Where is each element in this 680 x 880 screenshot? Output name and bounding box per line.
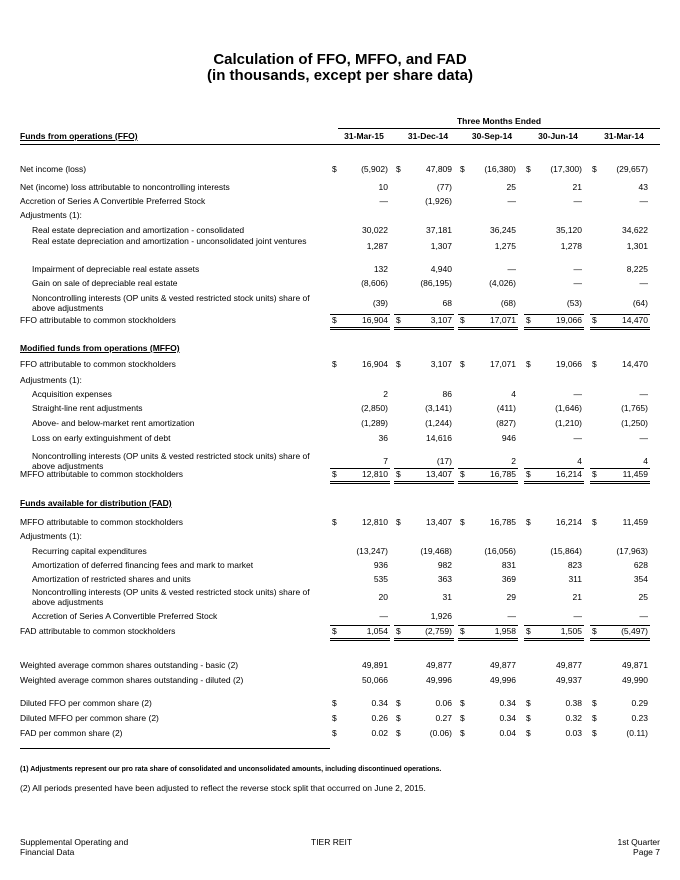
table-cell: 12,810 bbox=[362, 469, 388, 479]
row-label: FAD per common share (2) bbox=[20, 728, 123, 738]
table-cell: 363 bbox=[437, 574, 452, 584]
table-cell: 0.26 bbox=[371, 713, 388, 723]
table-cell: — bbox=[573, 264, 582, 274]
table-cell: 936 bbox=[373, 560, 388, 570]
table-cell: 0.32 bbox=[565, 713, 582, 723]
table-cell: 1,301 bbox=[626, 241, 648, 251]
table-cell: 0.34 bbox=[499, 698, 516, 708]
column-header: 30-Jun-14 bbox=[538, 131, 578, 141]
table-cell: 49,996 bbox=[490, 675, 516, 685]
currency-symbol: $ bbox=[396, 713, 401, 723]
table-cell: 0.29 bbox=[631, 698, 648, 708]
table-cell: 36,245 bbox=[490, 225, 516, 235]
table-cell: 0.34 bbox=[371, 698, 388, 708]
currency-symbol: $ bbox=[460, 469, 465, 479]
table-cell: 10 bbox=[378, 182, 388, 192]
table-cell: (68) bbox=[500, 298, 516, 308]
table-cell: 1,287 bbox=[366, 241, 388, 251]
table-cell: 37,181 bbox=[426, 225, 452, 235]
table-cell: 1,307 bbox=[430, 241, 452, 251]
footnote-2: (2) All periods presented have been adjusted to reflect the reverse stock split that occurred on June 2, 2015. bbox=[20, 783, 426, 793]
table-cell: 0.06 bbox=[435, 698, 452, 708]
table-cell: 49,877 bbox=[426, 660, 452, 670]
table-cell: 50,066 bbox=[362, 675, 388, 685]
table-cell: 17,071 bbox=[490, 359, 516, 369]
currency-symbol: $ bbox=[396, 315, 401, 325]
table-cell: 47,809 bbox=[426, 164, 452, 174]
header-rule bbox=[20, 144, 660, 145]
table-cell: 36 bbox=[378, 433, 388, 443]
currency-symbol: $ bbox=[592, 728, 597, 738]
currency-symbol: $ bbox=[526, 713, 531, 723]
row-label: Diluted FFO per common share (2) bbox=[20, 698, 152, 708]
column-header: 31-Mar-14 bbox=[604, 131, 644, 141]
row-label: MFFO attributable to common stockholders bbox=[20, 517, 183, 527]
table-cell: 982 bbox=[437, 560, 452, 570]
table-cell: 4 bbox=[577, 456, 582, 466]
currency-symbol: $ bbox=[396, 164, 401, 174]
currency-symbol: $ bbox=[592, 164, 597, 174]
table-cell: (827) bbox=[496, 418, 516, 428]
table-cell: 354 bbox=[633, 574, 648, 584]
currency-symbol: $ bbox=[332, 359, 337, 369]
table-cell: (5,902) bbox=[361, 164, 388, 174]
table-cell: 535 bbox=[373, 574, 388, 584]
currency-symbol: $ bbox=[332, 315, 337, 325]
table-cell: 49,990 bbox=[622, 675, 648, 685]
table-cell: — bbox=[379, 611, 388, 621]
row-label: Straight-line rent adjustments bbox=[32, 403, 143, 413]
currency-symbol: $ bbox=[526, 517, 531, 527]
currency-symbol: $ bbox=[460, 517, 465, 527]
table-cell: 11,459 bbox=[622, 469, 648, 479]
table-cell: 49,871 bbox=[622, 660, 648, 670]
currency-symbol: $ bbox=[592, 469, 597, 479]
footer-right bbox=[617, 837, 660, 857]
table-cell: 1,275 bbox=[494, 241, 516, 251]
table-cell: 1,926 bbox=[430, 611, 452, 621]
table-cell: (13,247) bbox=[356, 546, 388, 556]
table-cell: (5,497) bbox=[621, 626, 648, 636]
table-cell: (17,963) bbox=[616, 546, 648, 556]
currency-symbol: $ bbox=[460, 728, 465, 738]
table-cell: (64) bbox=[632, 298, 648, 308]
table-cell: (1,244) bbox=[425, 418, 452, 428]
table-cell: 0.27 bbox=[435, 713, 452, 723]
table-cell: (53) bbox=[566, 298, 582, 308]
table-cell: 628 bbox=[633, 560, 648, 570]
table-cell: (29,657) bbox=[616, 164, 648, 174]
row-label: FFO attributable to common stockholders bbox=[20, 315, 176, 325]
currency-symbol: $ bbox=[396, 698, 401, 708]
table-cell: 49,877 bbox=[490, 660, 516, 670]
row-label: MFFO attributable to common stockholders bbox=[20, 469, 183, 479]
currency-symbol: $ bbox=[526, 469, 531, 479]
footer-left-line1: Supplemental Operating and bbox=[20, 837, 129, 847]
table-cell: (1,289) bbox=[361, 418, 388, 428]
table-cell: (77) bbox=[436, 182, 452, 192]
footer-left bbox=[20, 837, 128, 857]
currency-symbol: $ bbox=[592, 359, 597, 369]
table-cell: 4,940 bbox=[430, 264, 452, 274]
currency-symbol: $ bbox=[332, 469, 337, 479]
currency-symbol: $ bbox=[526, 164, 531, 174]
footer-center: TIER REIT bbox=[311, 837, 353, 847]
table-cell: 35,120 bbox=[556, 225, 582, 235]
currency-symbol: $ bbox=[332, 517, 337, 527]
table-cell: 16,904 bbox=[362, 359, 388, 369]
currency-symbol: $ bbox=[460, 164, 465, 174]
currency-symbol: $ bbox=[526, 359, 531, 369]
table-cell: — bbox=[639, 611, 648, 621]
currency-symbol: $ bbox=[592, 315, 597, 325]
table-cell: (39) bbox=[372, 298, 388, 308]
table-cell: 16,214 bbox=[556, 517, 582, 527]
table-cell: (17) bbox=[436, 456, 452, 466]
table-cell: 0.34 bbox=[499, 713, 516, 723]
table-cell: 8,225 bbox=[626, 264, 648, 274]
table-cell: 16,785 bbox=[490, 469, 516, 479]
table-cell: 4 bbox=[511, 389, 516, 399]
currency-symbol: $ bbox=[526, 626, 531, 636]
row-label: Noncontrolling interests (OP units & vested restricted stock units) share of above adjustments bbox=[32, 587, 310, 607]
table-cell: 13,407 bbox=[426, 469, 452, 479]
table-cell: 369 bbox=[501, 574, 516, 584]
period-header: Three Months Ended bbox=[338, 116, 660, 129]
table-cell: 1,054 bbox=[366, 626, 388, 636]
row-label: Net income (loss) bbox=[20, 164, 87, 174]
table-cell: (17,300) bbox=[550, 164, 582, 174]
table-cell: — bbox=[507, 264, 516, 274]
currency-symbol: $ bbox=[332, 728, 337, 738]
table-cell: 4 bbox=[643, 456, 648, 466]
table-cell: 14,616 bbox=[426, 433, 452, 443]
column-header: 31-Dec-14 bbox=[407, 131, 449, 141]
table-cell: — bbox=[507, 611, 516, 621]
row-label: Acquisition expenses bbox=[32, 389, 112, 399]
table-cell: (8,606) bbox=[361, 278, 388, 288]
table-cell: (1,250) bbox=[621, 418, 648, 428]
table-cell: 16,214 bbox=[556, 469, 582, 479]
table-cell: 1,505 bbox=[560, 626, 582, 636]
row-label: Impairment of depreciable real estate assets bbox=[32, 264, 200, 274]
row-label: Amortization of restricted shares and units bbox=[32, 574, 191, 584]
table-cell: (86,195) bbox=[420, 278, 452, 288]
row-label: Noncontrolling interests (OP units & vested restricted stock units) share of above adjustments bbox=[32, 293, 310, 313]
table-cell: 132 bbox=[373, 264, 388, 274]
table-cell: (15,864) bbox=[550, 546, 582, 556]
currency-symbol: $ bbox=[526, 698, 531, 708]
row-label: Noncontrolling interests (OP units & vested restricted stock units) share of above adjustments bbox=[32, 451, 310, 471]
table-cell: 31 bbox=[442, 592, 452, 602]
table-cell: 0.02 bbox=[371, 728, 388, 738]
currency-symbol: $ bbox=[396, 626, 401, 636]
row-label: Real estate depreciation and amortization - consolidated bbox=[32, 225, 245, 235]
currency-symbol: $ bbox=[396, 359, 401, 369]
row-label: FAD attributable to common stockholders bbox=[20, 626, 176, 636]
table-cell: 25 bbox=[506, 182, 516, 192]
table-cell: 0.04 bbox=[499, 728, 516, 738]
row-label: Above- and below-market rent amortization bbox=[32, 418, 195, 428]
footnote-rule bbox=[20, 748, 330, 749]
page-title: Calculation of FFO, MFFO, and FAD bbox=[213, 51, 467, 68]
table-cell: 14,470 bbox=[622, 359, 648, 369]
table-cell: (411) bbox=[496, 403, 516, 413]
row-label: Weighted average common shares outstanding - basic (2) bbox=[20, 660, 239, 670]
currency-symbol: $ bbox=[526, 315, 531, 325]
currency-symbol: $ bbox=[396, 517, 401, 527]
table-cell: — bbox=[573, 389, 582, 399]
currency-symbol: $ bbox=[332, 698, 337, 708]
row-label: Accretion of Series A Convertible Preferred Stock bbox=[20, 196, 206, 206]
row-label: Weighted average common shares outstanding - diluted (2) bbox=[20, 675, 244, 685]
table-cell: 2 bbox=[383, 389, 388, 399]
table-cell: 13,407 bbox=[426, 517, 452, 527]
table-cell: (1,926) bbox=[425, 196, 452, 206]
currency-symbol: $ bbox=[460, 698, 465, 708]
table-cell: — bbox=[573, 278, 582, 288]
table-cell: — bbox=[573, 196, 582, 206]
table-cell: 12,810 bbox=[362, 517, 388, 527]
currency-symbol: $ bbox=[460, 359, 465, 369]
table-cell: 21 bbox=[572, 592, 582, 602]
table-cell: 86 bbox=[442, 389, 452, 399]
table-cell: 946 bbox=[501, 433, 516, 443]
table-cell: 19,066 bbox=[556, 315, 582, 325]
table-cell: 0.03 bbox=[565, 728, 582, 738]
row-label: Gain on sale of depreciable real estate bbox=[32, 278, 178, 288]
table-cell: 68 bbox=[442, 298, 452, 308]
row-label: Amortization of deferred financing fees and mark to market bbox=[32, 560, 254, 570]
table-cell: (16,380) bbox=[484, 164, 516, 174]
table-cell: 0.38 bbox=[565, 698, 582, 708]
currency-symbol: $ bbox=[592, 698, 597, 708]
table-cell: — bbox=[639, 278, 648, 288]
currency-symbol: $ bbox=[460, 626, 465, 636]
footer-right-line2: Page 7 bbox=[633, 847, 660, 857]
table-cell: (3,141) bbox=[425, 403, 452, 413]
row-label: Loss on early extinguishment of debt bbox=[32, 433, 171, 443]
row-label: FFO attributable to common stockholders bbox=[20, 359, 176, 369]
table-cell: 30,022 bbox=[362, 225, 388, 235]
table-cell: (16,056) bbox=[484, 546, 516, 556]
footer-right-line1: 1st Quarter bbox=[617, 837, 660, 847]
table-cell: (2,759) bbox=[425, 626, 452, 636]
table-cell: — bbox=[507, 196, 516, 206]
section-mffo-heading: Modified funds from operations (MFFO) bbox=[20, 343, 180, 353]
section-ffo-heading: Funds from operations (FFO) bbox=[20, 131, 138, 141]
table-cell: (1,646) bbox=[555, 403, 582, 413]
table-cell: (0.11) bbox=[626, 728, 648, 738]
table-cell: 831 bbox=[501, 560, 516, 570]
currency-symbol: $ bbox=[460, 315, 465, 325]
table-cell: 311 bbox=[568, 574, 582, 584]
footnote-1: (1) Adjustments represent our pro rata share of consolidated and unconsolidated amounts, including discontinued operations. bbox=[20, 766, 442, 773]
table-cell: (19,468) bbox=[420, 546, 452, 556]
table-cell: (2,850) bbox=[361, 403, 388, 413]
currency-symbol: $ bbox=[396, 728, 401, 738]
table-cell: 3,107 bbox=[430, 359, 452, 369]
row-label: Diluted MFFO per common share (2) bbox=[20, 713, 159, 723]
row-label: Adjustments (1): bbox=[20, 375, 82, 385]
table-cell: 7 bbox=[383, 456, 388, 466]
table-cell: 823 bbox=[567, 560, 582, 570]
table-cell: 49,891 bbox=[362, 660, 388, 670]
table-cell: (1,765) bbox=[621, 403, 648, 413]
table-cell: 2 bbox=[511, 456, 516, 466]
table-cell: 16,904 bbox=[362, 315, 388, 325]
table-cell: 3,107 bbox=[430, 315, 452, 325]
row-label: Real estate depreciation and amortization - unconsolidated joint ventures bbox=[32, 236, 307, 246]
table-cell: 19,066 bbox=[556, 359, 582, 369]
table-cell: (0.06) bbox=[429, 728, 452, 738]
table-cell: 49,877 bbox=[556, 660, 582, 670]
table-cell: 21 bbox=[572, 182, 582, 192]
table-cell: (1,210) bbox=[555, 418, 582, 428]
currency-symbol: $ bbox=[396, 469, 401, 479]
table-cell: — bbox=[573, 433, 582, 443]
currency-symbol: $ bbox=[592, 626, 597, 636]
table-cell: — bbox=[379, 196, 388, 206]
currency-symbol: $ bbox=[526, 728, 531, 738]
table-cell: 16,785 bbox=[490, 517, 516, 527]
column-header: 31-Mar-15 bbox=[344, 131, 384, 141]
table-cell: 43 bbox=[638, 182, 648, 192]
table-cell: 0.23 bbox=[631, 713, 648, 723]
currency-symbol: $ bbox=[592, 517, 597, 527]
table-cell: 49,937 bbox=[556, 675, 582, 685]
currency-symbol: $ bbox=[332, 164, 337, 174]
row-label: Net (income) loss attributable to noncontrolling interests bbox=[20, 182, 230, 192]
table-cell: — bbox=[639, 389, 648, 399]
table-cell: 17,071 bbox=[490, 315, 516, 325]
table-cell: 25 bbox=[638, 592, 648, 602]
row-label: Adjustments (1): bbox=[20, 531, 82, 541]
table-cell: — bbox=[573, 611, 582, 621]
page-subtitle: (in thousands, except per share data) bbox=[207, 67, 473, 84]
table-cell: 14,470 bbox=[622, 315, 648, 325]
table-cell: 49,996 bbox=[426, 675, 452, 685]
table-cell: 20 bbox=[378, 592, 388, 602]
currency-symbol: $ bbox=[332, 626, 337, 636]
table-cell: 1,958 bbox=[494, 626, 516, 636]
currency-symbol: $ bbox=[592, 713, 597, 723]
row-label: Accretion of Series A Convertible Preferred Stock bbox=[32, 611, 218, 621]
footer-left-line2: Financial Data bbox=[20, 847, 75, 857]
row-label: Adjustments (1): bbox=[20, 210, 82, 220]
currency-symbol: $ bbox=[332, 713, 337, 723]
table-cell: 11,459 bbox=[622, 517, 648, 527]
table-cell: 1,278 bbox=[560, 241, 582, 251]
table-cell: (4,026) bbox=[489, 278, 516, 288]
table-cell: — bbox=[639, 433, 648, 443]
row-label: Recurring capital expenditures bbox=[32, 546, 147, 556]
table-cell: 29 bbox=[506, 592, 516, 602]
currency-symbol: $ bbox=[460, 713, 465, 723]
section-fad-heading: Funds available for distribution (FAD) bbox=[20, 498, 172, 508]
table-cell: 34,622 bbox=[622, 225, 648, 235]
table-cell: — bbox=[639, 196, 648, 206]
column-header: 30-Sep-14 bbox=[471, 131, 513, 141]
